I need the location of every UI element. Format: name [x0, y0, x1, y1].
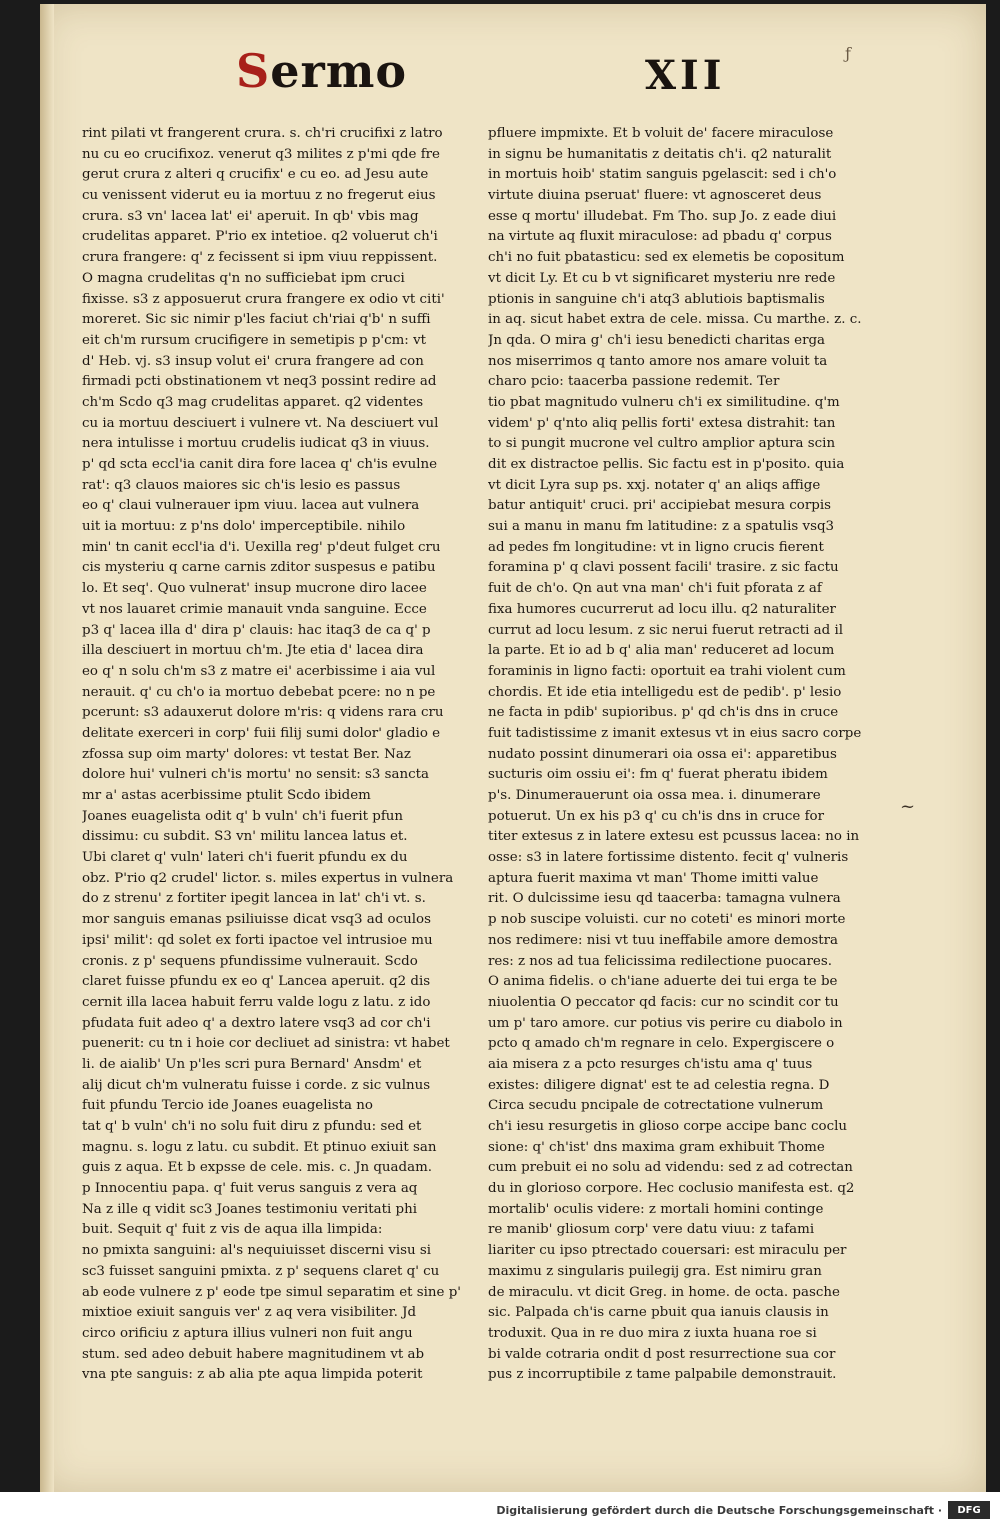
text-line: foramina p' q clavi possent facili' trasire. z sic factu — [488, 560, 839, 576]
text-line: pcto q amado ch'm regnare in celo. Expergiscere o — [488, 1036, 835, 1052]
running-title-left — [236, 44, 407, 98]
folio-number: XII — [645, 52, 726, 99]
text-line: nudato possint dinumerari oia ossa ei': apparetibus — [488, 746, 837, 762]
text-line: vt nos lauaret crimie manauit vnda sanguine. Ecce — [82, 601, 427, 617]
text-line: du in glorioso corpore. Hec coclusio manifesta est. q2 — [488, 1181, 855, 1197]
text-line: dit ex distractoe pellis. Sic factu est in p'posito. quia — [488, 457, 845, 472]
text-line: in mortuis hoib' statim sanguis pgelascit: sed i ch'o — [488, 167, 837, 183]
text-line: alij dicut ch'm vulneratu fuisse i corde. z sic vulnus — [82, 1077, 431, 1093]
text-line: li. de aialib' Un p'les scri pura Bernard' Ansdm' et — [82, 1056, 422, 1072]
text-line: p's. Dinumerauerunt oia ossa mea. i. dinumerare — [488, 788, 821, 803]
text-line: firmadi pcti obstinationem vt neq3 possint redire ad — [82, 374, 437, 390]
text-line: in signu be humanitatis z deitatis ch'i. q2 naturalit — [488, 146, 832, 162]
text-line: bi valde cotraria ondit d post resurrectione sua cor — [488, 1346, 836, 1362]
text-line: fixisse. s3 z apposuerut crura frangere ex odio vt citi' — [82, 291, 445, 307]
text-line: guis z aqua. Et b expsse de cele. mis. c. Jn quadam. — [82, 1160, 433, 1176]
text-line: Joanes euagelista odit q' b vuln' ch'i fuerit pfun — [82, 808, 404, 824]
text-line: cu venissent viderut eu ia mortuu z no fregerut eius — [82, 188, 436, 204]
text-line: pcerunt: s3 adauxerut dolore m'ris: q videns rara cru — [82, 705, 444, 721]
text-line: p nob suscipe voluisti. cur no coteti' es minori morte — [488, 912, 846, 928]
text-line: Jn qda. O mira g' ch'i iesu benedicti charitas erga — [488, 332, 826, 348]
text-line: circo orificiu z aptura illius vulneri non fuit angu — [82, 1325, 413, 1341]
text-line: moreret. Sic sic nimir p'les faciut ch'riai q'b' n suffi — [82, 312, 431, 328]
text-line: stum. sed adeo debuit habere magnitudinem vt ab — [82, 1346, 425, 1362]
marginal-annotation: ~ — [900, 796, 916, 817]
text-line: do z strenu' z fortiter ipegit lancea in lat' ch'i vt. s. — [82, 891, 426, 907]
text-line: O anima fidelis. o ch'iane aduerte dei tui erga te be — [488, 974, 838, 990]
text-line: gerut crura z alteri q crucifix' e cu eo. ad Jesu aute — [82, 167, 429, 183]
text-line: rat': q3 clauos maiores sic ch'is lesio es passus — [82, 477, 401, 493]
text-line: to si pungit mucrone vel cultro amplior aptura scin — [488, 436, 836, 452]
text-line: in aq. sicut habet extra de cele. missa. Cu marthe. z. c. — [488, 312, 862, 328]
rubric-initial: S — [236, 44, 271, 98]
text-line: ad pedes fm longitudine: vt in ligno crucis fierent — [488, 539, 824, 555]
text-line: sucturis oim ossiu ei': fm q' fuerat pheratu ibidem — [488, 767, 828, 783]
text-line: ch'i no fuit pbatasticu: sed ex elemetis be copositum — [488, 250, 845, 266]
text-line: sic. Palpada ch'is carne pbuit qua ianuis clausis in — [488, 1305, 829, 1321]
text-line: na virtute aq fluxit miraculose: ad pbadu q' corpus — [488, 229, 832, 245]
text-line: mr a' astas acerbissime ptulit Scdo ibidem — [82, 788, 371, 803]
text-line: de miraculu. vt dicit Greg. in home. de octa. pasche — [488, 1284, 840, 1300]
page-gutter — [40, 4, 54, 1492]
text-line: pfluere impmixte. Et b voluit de' facere miraculose — [488, 126, 834, 141]
text-line: pus z incorruptibile z tame palpabile demonstrauit. — [488, 1367, 837, 1383]
text-line: cis mysteriu q carne carnis zditor suspesus e patibu — [82, 560, 436, 576]
text-line: tat q' b vuln' ch'i no solu fuit diru z pfundu: sed et — [82, 1119, 422, 1134]
text-line: buit. Sequit q' fuit z vis de aqua illa limpida: — [82, 1222, 383, 1238]
text-line: O magna crudelitas q'n no sufficiebat ipm cruci — [82, 270, 405, 286]
text-line: currut ad locu lesum. z sic nerui fuerut retracti ad il — [488, 622, 844, 638]
text-line: nerauit. q' cu ch'o ia mortuo debebat pcere: no n pe — [82, 684, 436, 700]
text-line: nera intulisse i mortuu crudelis iudicat q3 in viuus. — [82, 436, 430, 452]
text-line: tio pbat magnitudo vulneru ch'i ex similitudine. q'm — [488, 394, 840, 410]
text-line: rint pilati vt frangerent crura. s. ch'ri crucifixi z latro — [82, 126, 443, 141]
text-line: res: z nos ad tua felicissima redilectione puocares. — [488, 953, 832, 969]
text-line: foraminis in ligno facti: oportuit ea trahi violent cum — [488, 663, 846, 679]
text-column-left — [82, 124, 470, 1386]
text-line: vt dicit Lyra sup ps. xxj. notater q' an aliqs affige — [488, 477, 821, 493]
text-line: aptura fuerit maxima vt man' Thome imitti value — [488, 870, 819, 886]
text-line: delitate exerceri in corp' fuii filij sumi dolor' gladio e — [82, 725, 441, 741]
text-line: uit ia mortuu: z p'ns dolo' imperceptibile. nihilo — [82, 519, 406, 535]
text-line: min' tn canit eccl'ia d'i. Uexilla reg' p'deut fulget cru — [82, 539, 441, 555]
text-line: obz. P'rio q2 crudel' lictor. s. miles expertus in vulnera — [82, 870, 454, 886]
text-line: zfossa sup oim marty' dolores: vt testat Ber. Naz — [82, 746, 411, 762]
text-line: esse q mortu' illudebat. Fm Tho. sup Jo. z eade diui — [488, 208, 837, 224]
text-line: titer extesus z in latere extesu est pcussus lacea: no in — [488, 829, 860, 845]
text-line: existes: diligere dignat' est te ad celestia regna. D — [488, 1077, 830, 1093]
text-line: lo. Et seq'. Quo vulnerat' insup mucrone diro lacee — [82, 581, 427, 597]
text-line: crura frangere: q' z fecissent si ipm viuu reppissent. — [82, 250, 438, 266]
text-line: eo q' n solu ch'm s3 z matre ei' acerbissime i aia vul — [82, 663, 436, 679]
text-line: illa desciuert in mortuu ch'm. Jte etia d' lacea dira — [82, 643, 424, 659]
book-page — [40, 4, 986, 1492]
text-line: d' Heb. vj. s3 insup volut ei' crura frangere ad con — [82, 353, 424, 369]
text-line: p Innocentiu papa. q' fuit verus sanguis z vera aq — [82, 1181, 418, 1197]
text-line: fuit de ch'o. Qn aut vna man' ch'i fuit pforata z af — [488, 581, 822, 597]
text-column-right — [488, 124, 880, 1386]
text-line: maximu z singularis puilegij gra. Est nimiru gran — [488, 1263, 822, 1279]
text-line: ab eode vulnere z p' eode tpe simul separatim et sine p' — [82, 1284, 461, 1300]
text-line: cronis. z p' sequens pfundissime vulnerauit. Scdo — [82, 953, 418, 969]
text-line: niuolentia O peccator qd facis: cur no scindit cor tu — [488, 994, 839, 1010]
text-line: chordis. Et ide etia intelligedu est de pedib'. p' lesio — [488, 684, 842, 700]
text-line: cernit illa lacea habuit ferru valde logu z latu. z ido — [82, 994, 431, 1010]
footer-credit: Digitalisierung gefördert durch die Deutsche Forschungsgemeinschaft · — [496, 1504, 942, 1517]
text-line: magnu. s. logu z latu. cu subdit. Et ptinuo exiuit san — [82, 1139, 437, 1155]
text-line: cu ia mortuu desciuert i vulnere vt. Na desciuert vul — [82, 415, 439, 431]
text-line: sione: q' ch'ist' dns maxima gram exhibuit Thome — [488, 1139, 825, 1155]
text-line: re manib' gliosum corp' vere datu viuu: z tafami — [488, 1222, 815, 1238]
text-line: fuit pfundu Tercio ide Joanes euagelista no — [82, 1098, 373, 1114]
text-line: mor sanguis emanas psiliuisse dicat vsq3 ad oculos — [82, 912, 431, 928]
text-line: Na z ille q vidit sc3 Joanes testimoniu veritati phi — [82, 1201, 418, 1217]
text-line: ipsi' milit': qd solet ex forti ipactoe vel intrusioe mu — [82, 932, 433, 948]
text-line: Ubi claret q' vuln' lateri ch'i fuerit pfundu ex du — [82, 850, 408, 866]
text-line: la parte. Et io ad b q' alia man' reduceret ad locum — [488, 643, 835, 659]
text-line: mixtioe exiuit sanguis ver' z aq vera visibiliter. Jd — [82, 1305, 417, 1321]
text-line: nos miserrimos q tanto amore nos amare voluit ta — [488, 353, 828, 369]
text-line: dolore hui' vulneri ch'is mortu' no sensit: s3 sancta — [82, 767, 429, 783]
text-line: crudelitas apparet. P'rio ex intetioe. q2 voluerut ch'i — [82, 229, 438, 245]
text-line: potuerut. Un ex his p3 q' cu ch'is dns in cruce for — [488, 808, 824, 824]
text-line: sui a manu in manu fm latitudine: z a spatulis vsq3 — [488, 519, 835, 535]
text-line: p3 q' lacea illa d' dira p' clauis: hac itaq3 de ca q' p — [82, 622, 431, 638]
text-line: rit. O dulcissime iesu qd taacerba: tamagna vulnera — [488, 891, 841, 907]
text-line: puenerit: cu tn i hoie cor decliuet ad sinistra: vt habet — [82, 1036, 450, 1052]
text-line: um p' taro amore. cur potius vis perire cu diabolo in — [488, 1015, 843, 1031]
text-line: vna pte sanguis: z ab alia pte aqua limpida poterit — [82, 1367, 423, 1383]
text-line: claret fuisse pfundu ex eo q' Lancea aperuit. q2 dis — [82, 974, 431, 990]
text-line: eit ch'm rursum crucifigere in semetipis p p'cm: vt — [82, 332, 427, 348]
text-line: nu cu eo crucifixoz. venerut q3 milites z p'mi qde fre — [82, 146, 440, 162]
text-line: batur antiquit' cruci. pri' accipiebat mesura corpis — [488, 498, 831, 514]
text-line: fixa humores cucurrerut ad locu illu. q2 naturaliter — [488, 601, 836, 617]
text-line: crura. s3 vn' lacea lat' ei' aperuit. In qb' vbis mag — [82, 208, 419, 224]
text-line: ch'i iesu resurgetis in glioso corpe accipe banc coclu — [488, 1119, 848, 1134]
text-line: charo pcio: taacerba passione redemit. Ter — [488, 374, 780, 390]
text-line: nos redimere: nisi vt tuu ineffabile amore demostra — [488, 932, 838, 948]
text-line: cum prebuit ei no solu ad videndu: sed z ad cotrectan — [488, 1160, 853, 1176]
text-line: vt dicit Ly. Et cu b vt significaret mysteriu nre rede — [488, 270, 836, 286]
text-line: ptionis in sanguine ch'i atq3 ablutiois baptismalis — [488, 291, 825, 307]
text-line: fuit tadistissime z imanit extesus vt in eius sacro corpe — [488, 725, 862, 741]
running-title-text: ermo — [270, 44, 408, 98]
text-line: ch'm Scdo q3 mag crudelitas apparet. q2 videntes — [82, 394, 424, 410]
text-line: troduxit. Qua in re duo mira z iuxta huana roe si — [488, 1325, 817, 1341]
text-line: videm' p' q'nto aliq pellis forti' extesa distrahit: tan — [488, 415, 836, 431]
text-line: dissimu: cu subdit. S3 vn' militu lancea latus et. — [82, 829, 408, 845]
text-line: eo q' claui vulnerauer ipm viuu. lacea aut vulnera — [82, 498, 420, 514]
digitization-footer — [0, 1492, 1000, 1528]
text-line: no pmixta sanguini: al's nequiuisset discerni visu si — [82, 1243, 432, 1259]
dfg-logo-icon: DFG — [948, 1501, 990, 1519]
corner-ink-mark: ƒ — [845, 44, 851, 63]
text-line: pfudata fuit adeo q' a dextro latere vsq3 ad cor ch'i — [82, 1015, 431, 1031]
text-line: mortalib' oculis videre: z mortali homini continge — [488, 1201, 824, 1217]
text-line: virtute diuina pseruat' fluere: vt agnosceret deus — [488, 188, 822, 204]
text-line: liariter cu ipso ptrectado couersari: est miraculu per — [488, 1243, 847, 1259]
text-line: Circa secudu pncipale de cotrectatione vulnerum — [488, 1098, 824, 1114]
text-line: ne facta in pdib' supioribus. p' qd ch'is dns in cruce — [488, 705, 839, 721]
text-line: sc3 fuisset sanguini pmixta. z p' sequens claret q' cu — [82, 1263, 440, 1279]
text-line: osse: s3 in latere fortissime distento. fecit q' vulneris — [488, 850, 849, 866]
text-line: aia misera z a pcto resurges ch'istu ama q' tuus — [488, 1056, 813, 1072]
text-line: p' qd scta eccl'ia canit dira fore lacea q' ch'is evulne — [82, 457, 438, 472]
